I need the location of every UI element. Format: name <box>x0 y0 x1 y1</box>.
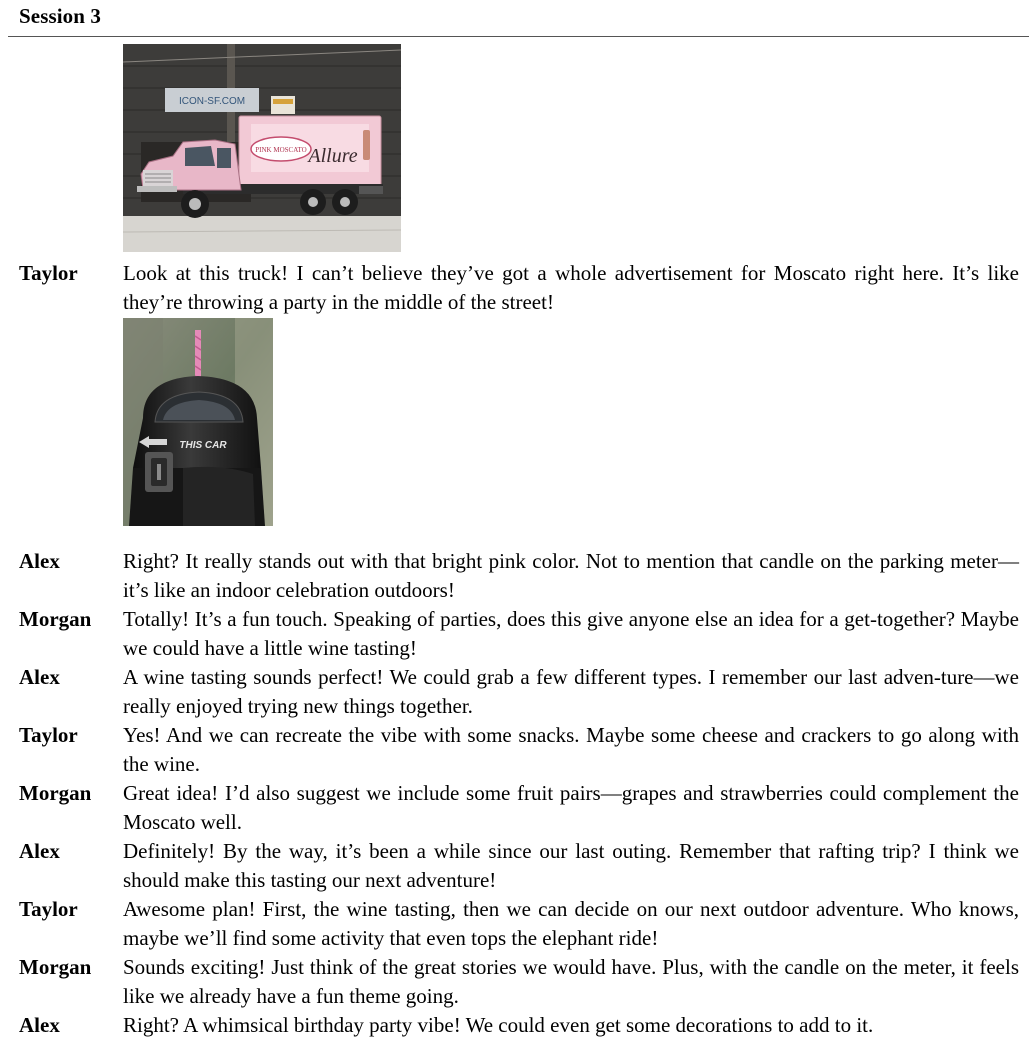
dialogue-turn <box>0 547 1030 605</box>
dialogue-turn <box>0 605 1030 663</box>
utterance-text: Look at this truck! I can’t believe they’ve got a whole advertisement for Moscato right here. It’s like they’re throwing a party in the middle of the street! <box>123 261 1019 314</box>
title-divider <box>8 36 1029 37</box>
speaker-name: Taylor <box>19 897 78 921</box>
utterance-text: Great idea! I’d also suggest we include some fruit pairs—grapes and strawberries could complement the Moscato well. <box>123 781 1019 834</box>
utterance-text: Totally! It’s a fun touch. Speaking of parties, does this give anyone else an idea for a get-together? Maybe we could have a little wine tasting! <box>123 607 1019 660</box>
wall-sign-text: ICON-SF.COM <box>178 96 246 107</box>
speaker-name: Morgan <box>19 607 92 631</box>
dialogue-turns <box>0 259 1030 1040</box>
utterance-text: Right? It really stands out with that bright pink color. Not to mention that candle on the parking meter—it’s like an indoor celebration outdoors! <box>123 549 1019 602</box>
dialogue-turn <box>0 953 1030 1011</box>
dialogue-turn <box>0 837 1030 895</box>
dialogue-turn <box>0 895 1030 953</box>
speaker-name: Alex <box>19 665 60 689</box>
meter-label-text: THIS CAR <box>179 440 227 451</box>
truck-photo <box>123 44 401 252</box>
speaker-name: Morgan <box>19 955 92 979</box>
utterance-text: Right? A whimsical birthday party vibe! We could even get some decorations to add to it. <box>123 1013 874 1037</box>
utterance-text: Sounds exciting! Just think of the great stories we would have. Plus, with the candle on the meter, it feels like we already have a fun theme going. <box>123 955 1019 1008</box>
dialogue-turn <box>0 779 1030 837</box>
truck-label-text: PINK MOSCATO <box>255 146 307 154</box>
dialogue-turn <box>0 259 1030 317</box>
session-title: Session 3 <box>19 4 102 28</box>
utterance-text: Awesome plan! First, the wine tasting, then we can decide on our next outdoor adventure. Who knows, maybe we’ll find some activity that even tops the elephant ride! <box>123 897 1019 950</box>
speaker-name: Alex <box>19 549 60 573</box>
dialogue-turn <box>0 721 1030 779</box>
utterance-text: A wine tasting sounds perfect! We could grab a few different types. I remember our last adven-ture—we really enjoyed trying new things together. <box>123 665 1019 718</box>
utterance-text: Yes! And we can recreate the vibe with some snacks. Maybe some cheese and crackers to go along with the wine. <box>123 723 1019 776</box>
truck-brand-script: Allure <box>308 145 358 167</box>
dialogue-turn <box>0 663 1030 721</box>
utterance-text: Definitely! By the way, it’s been a while since our last outing. Remember that rafting trip? I think we should make this tasting our next adventure! <box>123 839 1019 892</box>
speaker-name: Taylor <box>19 261 78 285</box>
speaker-name: Alex <box>19 839 60 863</box>
dialogue-turn <box>0 1011 1030 1040</box>
speaker-name: Alex <box>19 1013 60 1037</box>
speaker-name: Taylor <box>19 723 78 747</box>
speaker-name: Morgan <box>19 781 92 805</box>
